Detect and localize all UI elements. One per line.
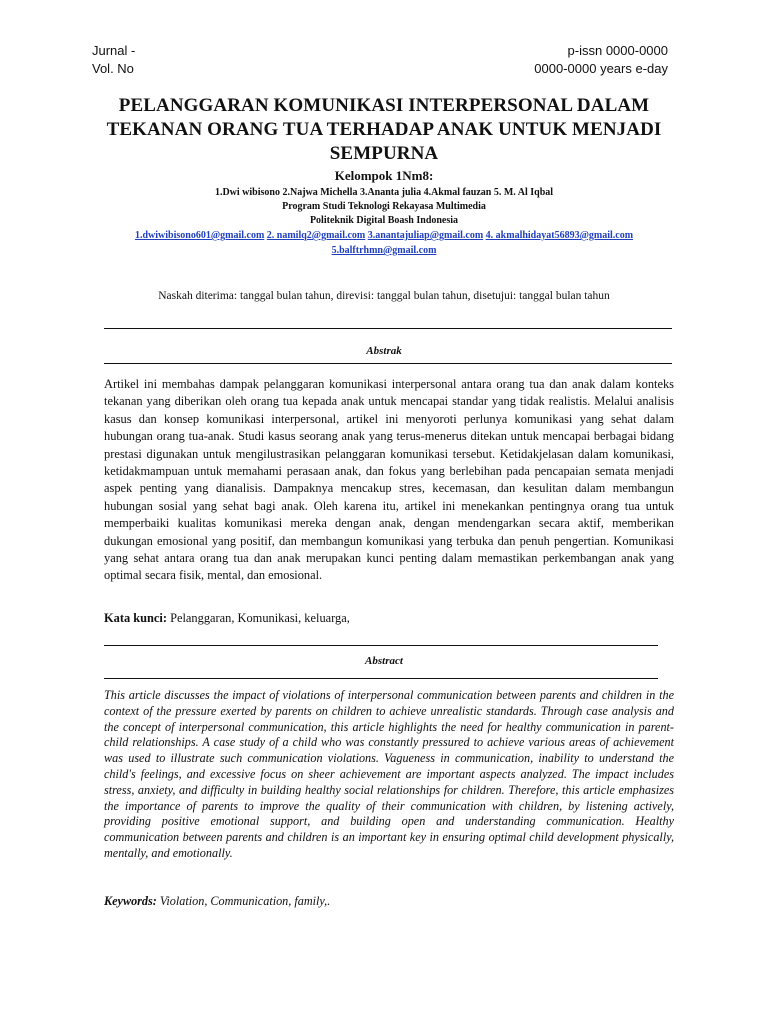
journal-name: Jurnal - — [92, 43, 136, 58]
journal-header-right — [534, 42, 668, 78]
paper-title — [80, 94, 688, 166]
keywords — [104, 893, 674, 909]
author-list: 1.Dwi wibisono 2.Najwa Michella 3.Ananta julia 4.Akmal fauzan 5. M. Al Iqbal — [214, 187, 554, 198]
email-link-2[interactable]: 2. namilq2@gmail.com — [266, 230, 366, 241]
divider-abstrak-top — [104, 328, 672, 329]
kata-kunci-values: Pelanggaran, Komunikasi, keluarga, — [167, 611, 350, 625]
journal-volume: Vol. No — [92, 61, 134, 76]
divider-abstract-top — [104, 645, 658, 646]
journal-header-left — [92, 42, 135, 78]
email-link-1[interactable]: 1.dwiwibisono601@gmail.com — [134, 230, 265, 241]
keywords-values: Violation, Communication, family,. — [156, 894, 331, 908]
email-link-3[interactable]: 3.anantajuliap@gmail.com — [367, 230, 484, 241]
abstract-heading: Abstract — [365, 655, 403, 667]
kata-kunci — [104, 610, 674, 627]
keywords-label: Keywords: — [104, 894, 157, 908]
institution: Politeknik Digital Boash Indonesia — [309, 215, 459, 226]
paper-title-line-2: TEKANAN ORANG TUA TERHADAP ANAK UNTUK MENJADI — [106, 119, 662, 140]
divider-abstrak-bottom — [104, 363, 672, 364]
email-link-4[interactable]: 4. akmalhidayat56893@gmail.com — [485, 230, 634, 241]
divider-abstract-bottom — [104, 678, 658, 679]
paper-title-line-3: SEMPURNA — [329, 143, 439, 164]
study-program: Program Studi Teknologi Rekayasa Multimedia — [282, 201, 486, 212]
journal-issn: p-issn 0000-0000 — [567, 43, 668, 58]
abstrak-text: Artikel ini membahas dampak pelanggaran komunikasi interpersonal antara orang tua dan anak dalam konteks tekanan yang diberikan oleh orang tua kepada anak untuk mencapai standar yang tidak realistis. Melalui analisis kasus dan konsep komunikasi interpersonal, artikel ini menyoroti perlunya komunikasi yang sehat dalam hubungan orang tua-anak. Studi kasus seorang anak yang terus-menerus ditekan untuk mencapai berbagai bidang prestasi digunakan untuk mengilustrasikan pelanggaran komunikasi tersebut. Ketidakjelasan dalam komunikasi, ketidakmampuan untuk memahami perasaan anak, dan fokus yang berlebihan pada pencapaian semata menjadi aspek penting yang dianalisis. Dampaknya mencakup stres, kecemasan, dan kesulitan dalam membangun hubungan sosial yang sehat bagi anak. Oleh karena itu, artikel ini menekankan pentingnya orang tua untuk memperbaiki kualitas komunikasi mereka dengan anak, dengan mendengarkan secara aktif, memberikan dukungan emosional yang positif, dan membangun komunikasi yang terbuka dan penuh pengertian. Komunikasi yang sehat antara orang tua dan anak merupakan kunci penting dalam memastikan perkembangan anak yang optimal secara fisik, mental, dan emosional. — [104, 377, 674, 583]
abstract-text: This article discusses the impact of violations of interpersonal communication between parents and children in the context of the pressure exerted by parents on children to achieve unrealistic standards. Through case analysis and the concept of interpersonal communication, this article highlights the need for healthy communication in parent-child relationships. A case study of a child who was constantly pressured to achieve various areas of achievement was used to illustrate such communication violations. Vagueness in communication, inability to understand the child's feelings, and excessive focus on sheer achievement are important aspects analyzed. The impact includes stress, anxiety, and difficulty in building healthy social relationships for children. Therefore, this article emphasizes the importance of parents to improve the quality of their communication with children, by listening actively, providing positive emotional support, and building open and understanding communication. Healthy communication between parents and children is an important key in ensuring optimal child development physically, mentally, and emotionally. — [104, 688, 674, 860]
author-emails — [120, 228, 648, 258]
kata-kunci-label: Kata kunci: — [104, 611, 167, 625]
abstrak-heading: Abstrak — [366, 345, 402, 357]
submission-dates: Naskah diterima: tanggal bulan tahun, direvisi: tanggal bulan tahun, disetujui: tanggal bulan tahun — [158, 290, 610, 302]
journal-eissn: 0000-0000 years e-day — [534, 61, 668, 76]
group-name: Kelompok 1Nm8: — [334, 168, 434, 183]
paper-title-line-1: PELANGGARAN KOMUNIKASI INTERPERSONAL DALAM — [118, 95, 650, 116]
email-link-5[interactable]: 5.balftrhmn@gmail.com — [331, 245, 437, 256]
